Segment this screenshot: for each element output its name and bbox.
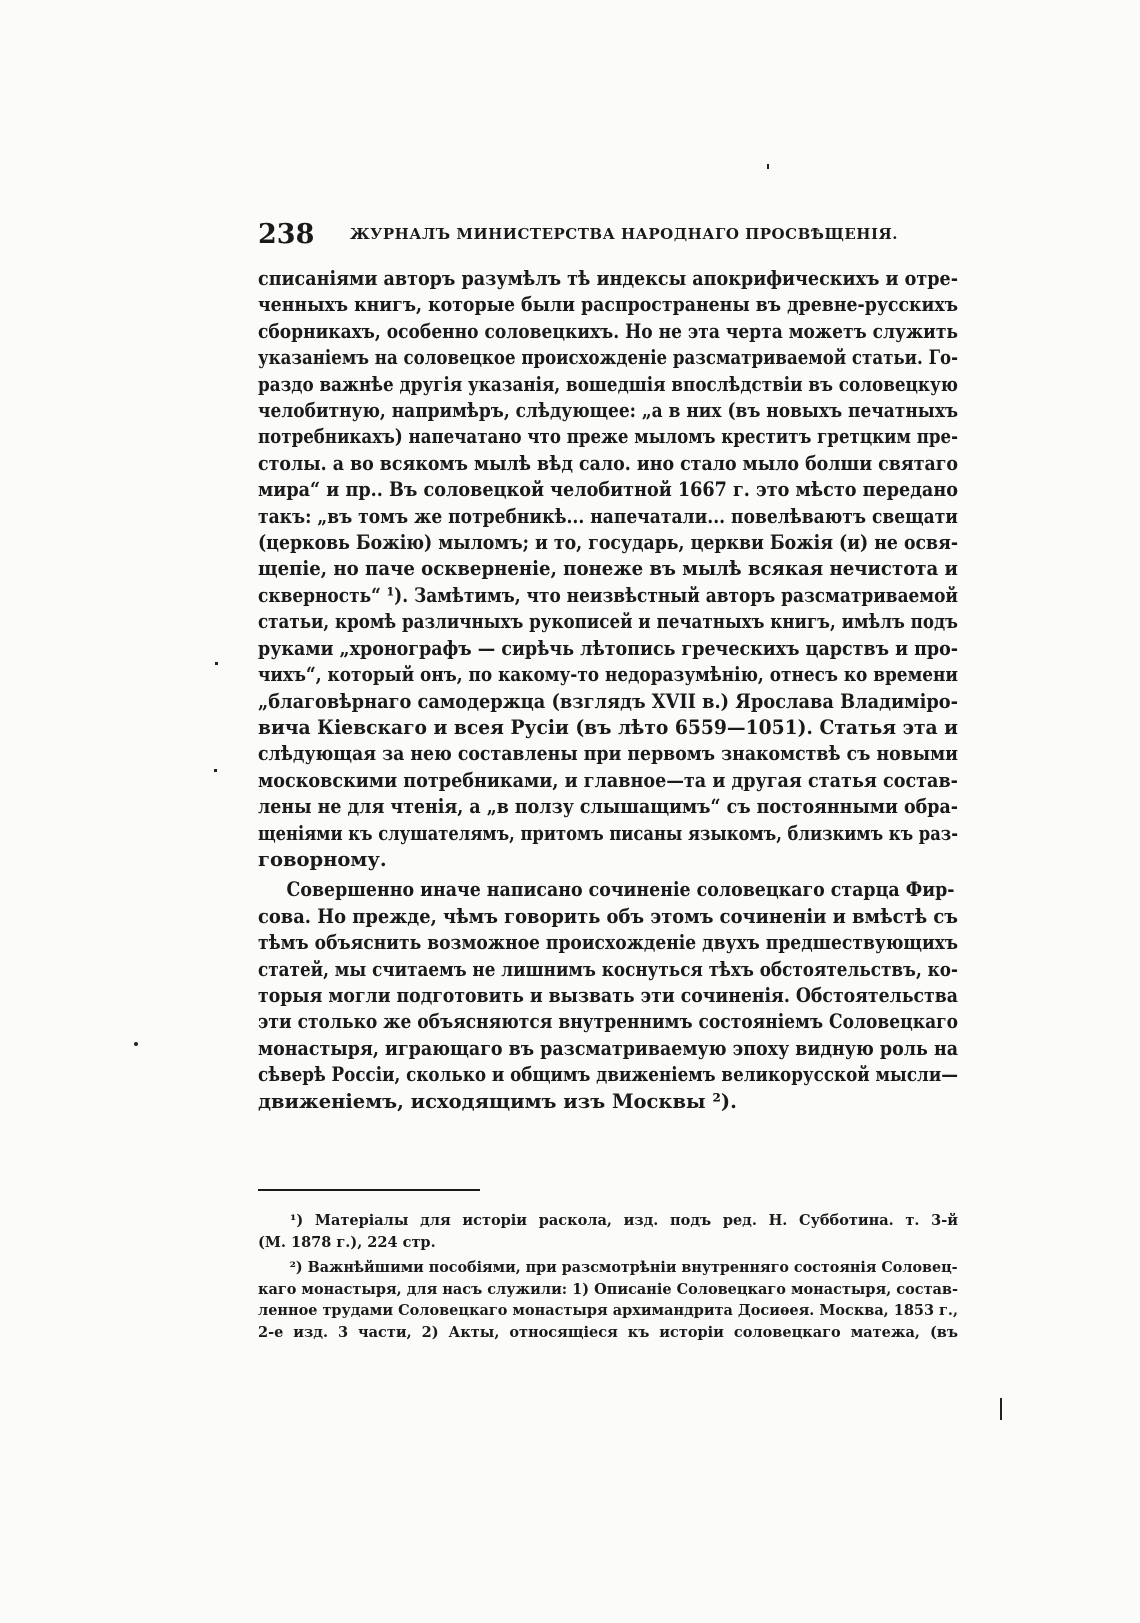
paragraph-2 <box>258 877 958 1115</box>
scan-speck <box>214 769 217 772</box>
footnote-line: 2-е изд. 3 части, 2) Акты, относящіеся къ исторіи соловецкаго матежа, (въ <box>258 1323 958 1341</box>
text-line: московскими потребниками, и главное—та и другая статья состав- <box>258 768 958 792</box>
text-line: щеніями къ слушателямъ, притомъ писаны языкомъ, близкимъ къ раз- <box>258 821 959 845</box>
text-line: столы. а во всякомъ мылѣ вѣд сало. ино стало мыло болши святаго <box>258 451 958 475</box>
text-line: щепіе, но паче оскверненіе, понеже въ мылѣ всякая нечистота и <box>258 557 958 581</box>
text-line: торыя могли подготовить и вызвать эти сочиненія. Обстоятельства <box>258 983 958 1007</box>
text-line: чихъ“, который онъ, по какому-то недоразумѣнію, отнесъ ко времени <box>258 663 958 687</box>
footnotes <box>258 1210 958 1343</box>
text-line: Совершенно иначе написано сочиненіе соловецкаго старца Фир- <box>286 878 955 902</box>
page-header <box>258 219 958 255</box>
footnote-line: ¹) Матеріалы для исторіи раскола, изд. подъ ред. Н. Субботина. т. 3-й <box>290 1212 958 1229</box>
scan-speck <box>767 164 769 169</box>
text-line: (церковь Божію) мыломъ; и то, государь, церкви Божія (и) не освя- <box>258 531 959 555</box>
text-line: указаніемъ на соловецкое происхожденіе разсматриваемой статьи. Го- <box>258 346 959 370</box>
text-line: статьи, кромѣ различныхъ рукописей и печатныхъ книгъ, имѣлъ подъ <box>258 610 958 634</box>
text-line: сѣверѣ Россіи, сколько и общимъ движеніемъ великорусской мысли— <box>258 1063 959 1087</box>
text-line: эти столько же объясняются внутреннимъ состояніемъ Соловецкаго <box>258 1010 959 1034</box>
text-line: мира“ и пр.. Въ соловецкой челобитной 1667 г. это мѣсто передано <box>258 478 958 502</box>
text-line: скверность“ ¹). Замѣтимъ, что неизвѣстный авторъ разсматриваемой <box>258 583 958 607</box>
text-line: сова. Но прежде, чѣмъ говорить объ этомъ сочиненіи и вмѣстѣ съ <box>258 904 959 928</box>
text-line: ченныхъ книгъ, которые были распространены въ древне-русскихъ <box>258 293 959 317</box>
text-line: сборникахъ, особенно соловецкихъ. Но не эта черта можетъ служить <box>258 319 959 343</box>
text-line: челобитную, напримѣръ, слѣдующее: „а в них (въ новыхъ печатныхъ <box>258 399 959 423</box>
running-title: ЖУРНАЛЪ МИНИСТЕРСТВА НАРОДНАГО ПРОСВѢЩЕНІЯ. <box>350 225 898 243</box>
footnote-line: ленное трудами Соловецкаго монастыря архимандрита Досиѳея. Москва, 1853 г., <box>258 1302 958 1319</box>
footnote-1 <box>258 1210 958 1253</box>
scan-speck <box>134 1042 138 1046</box>
scan-speck <box>215 662 218 665</box>
text-line: движеніемъ, исходящимъ изъ Москвы ²). <box>258 1089 737 1113</box>
text-line: списаніями авторъ разумѣлъ тѣ индексы апокрифическихъ и отре- <box>258 267 958 290</box>
text-line: руками „хронографъ — сирѣчь лѣтопись греческихъ царствъ и про- <box>258 636 959 660</box>
text-line: вича Кіевскаго и всея Русіи (въ лѣто 6559—1051). Статья эта и <box>258 715 959 739</box>
text-line: говорному. <box>258 847 387 871</box>
paragraph-1 <box>258 266 958 873</box>
page-number: 238 <box>258 219 315 250</box>
footnote-separator <box>258 1189 480 1191</box>
text-line: потребникахъ) напечатано что преже мыломъ креститъ гретцким пре- <box>258 425 959 449</box>
text-line: „благовѣрнаго самодержца (взглядъ XVII в.) Ярослава Владиміро- <box>258 689 959 713</box>
text-line: статей, мы считаемъ не лишнимъ коснуться тѣхъ обстоятельствъ, ко- <box>258 957 958 981</box>
text-line: тѣмъ объяснить возможное происхожденіе двухъ предшествующихъ <box>258 931 959 955</box>
text-line: слѣдующая за нею составлены при первомъ знакомствѣ съ новыми <box>258 742 958 766</box>
footnote-line: (М. 1878 г.), 224 стр. <box>258 1233 436 1251</box>
footnote-2 <box>258 1257 958 1343</box>
text-line: лены не для чтенія, а „в ползу слышащимъ“ съ постоянными обра- <box>258 795 958 819</box>
footnote-line: ²) Важнѣйшими пособіями, при разсмотрѣніи внутренняго состоянія Соловец- <box>289 1259 958 1276</box>
text-line: монастыря, играющаго въ разсматриваемую эпоху видную роль на <box>258 1036 959 1060</box>
text-line: раздо важнѣе другія указанія, вошедшія впослѣдствіи въ соловецкую <box>258 372 958 396</box>
scan-speck <box>1000 1398 1002 1420</box>
main-text <box>258 266 958 1115</box>
footnote-line: каго монастыря, для насъ служили: 1) Описаніе Соловецкаго монастыря, состав- <box>258 1280 958 1298</box>
text-line: такъ: „въ томъ же потребникѣ... напечатали... повелѣваютъ свещати <box>258 504 958 528</box>
